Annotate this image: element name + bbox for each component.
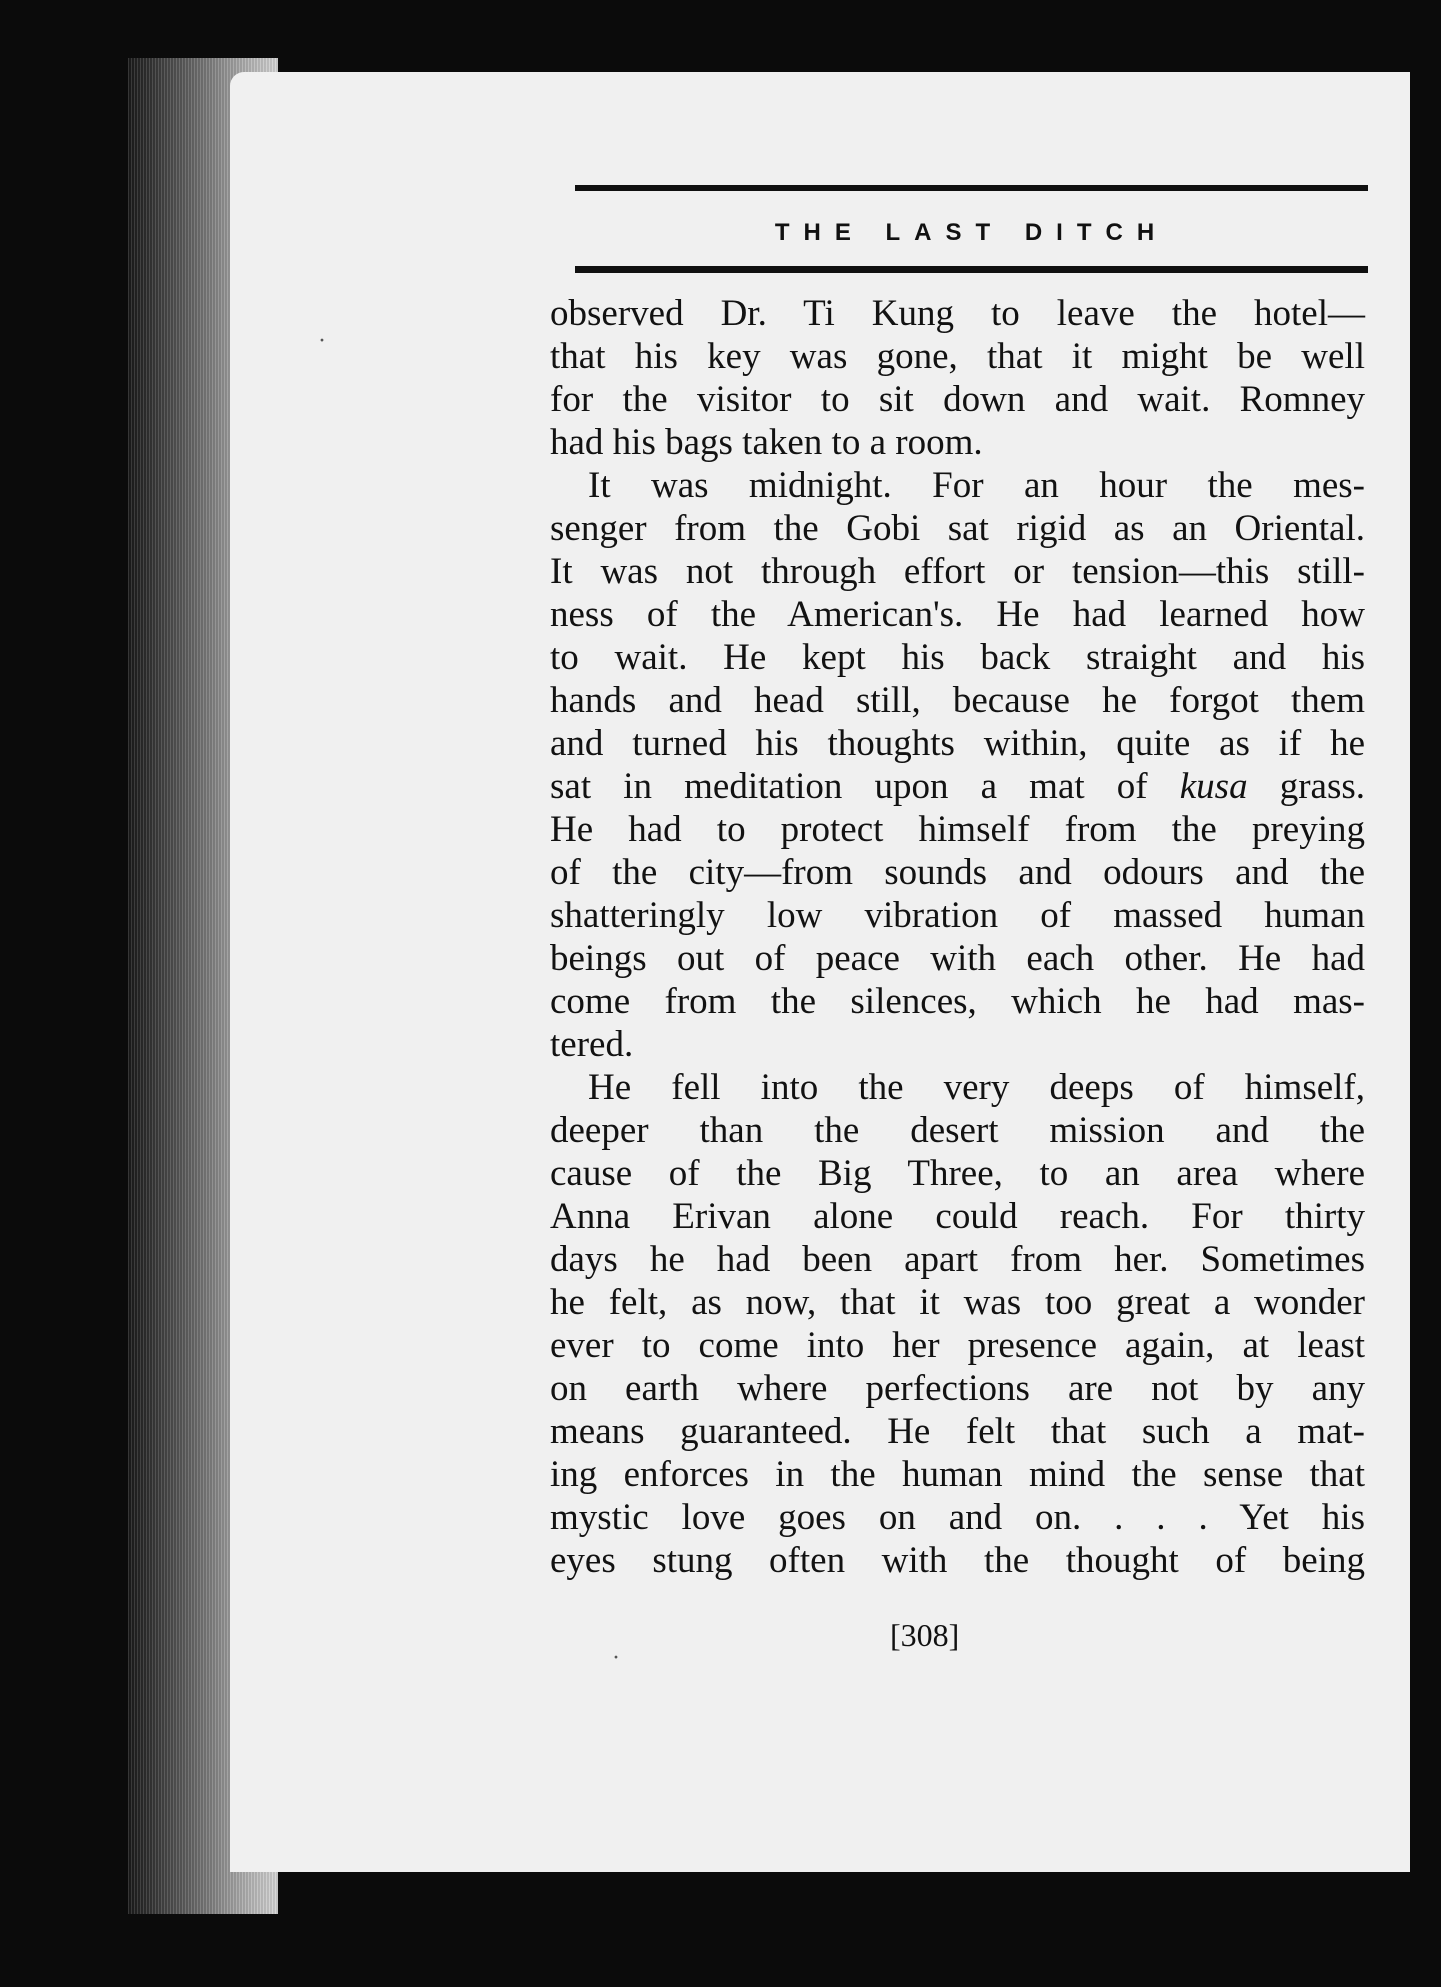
body-text xyxy=(550,292,1365,1582)
text-fragment: grass. xyxy=(1247,766,1365,807)
text-line: ing enforces in the human mind the sense that xyxy=(550,1454,1365,1495)
text-line: ness of the American's. He had learned how xyxy=(550,594,1365,635)
text-line-with-italic xyxy=(550,765,1365,808)
text-line: eyes stung often with the thought of being xyxy=(550,1540,1365,1581)
text-line: that his key was gone, that it might be well xyxy=(550,336,1365,377)
text-line: He fell into the very deeps of himself, xyxy=(588,1067,1365,1108)
text-line: cause of the Big Three, to an area where xyxy=(550,1153,1365,1194)
header-rule-bottom xyxy=(575,266,1368,273)
page-number: [308] xyxy=(890,1617,960,1653)
text-line: He had to protect himself from the preying xyxy=(550,809,1365,850)
text-line: beings out of peace with each other. He had xyxy=(550,938,1365,979)
header-rule-top xyxy=(575,185,1368,191)
text-line: had his bags taken to a room. xyxy=(550,422,983,463)
text-line: shatteringly low vibration of massed human xyxy=(550,895,1365,936)
text-line: come from the silences, which he had mas- xyxy=(550,981,1365,1022)
text-line: Anna Erivan alone could reach. For thirty xyxy=(550,1196,1365,1237)
text-fragment: sat in meditation upon a mat of xyxy=(550,766,1180,807)
italic-word: kusa xyxy=(1179,766,1248,807)
text-line: to wait. He kept his back straight and his xyxy=(550,637,1365,678)
text-line: mystic love goes on and on. . . . Yet his xyxy=(550,1497,1365,1538)
text-line: It was midnight. For an hour the mes- xyxy=(588,465,1365,506)
text-line: and turned his thoughts within, quite as if he xyxy=(550,723,1365,764)
text-line: hands and head still, because he forgot them xyxy=(550,680,1365,721)
speck-mark: · xyxy=(318,328,326,354)
text-line: on earth where perfections are not by any xyxy=(550,1368,1365,1409)
text-line: means guaranteed. He felt that such a mat- xyxy=(550,1411,1365,1452)
text-line: days he had been apart from her. Sometimes xyxy=(550,1239,1365,1280)
text-line: tered. xyxy=(550,1024,634,1065)
running-head: THE LAST DITCH xyxy=(774,219,1169,246)
text-line: ever to come into her presence again, at least xyxy=(550,1325,1365,1366)
text-line: he felt, as now, that it was too great a wonder xyxy=(550,1282,1365,1323)
speck-mark: · xyxy=(612,1645,620,1671)
text-line: of the city—from sounds and odours and the xyxy=(550,852,1365,893)
text-line: senger from the Gobi sat rigid as an Oriental. xyxy=(550,508,1365,549)
text-line: for the visitor to sit down and wait. Romney xyxy=(550,379,1365,420)
text-line: observed Dr. Ti Kung to leave the hotel— xyxy=(550,293,1365,334)
text-line: deeper than the desert mission and the xyxy=(550,1110,1365,1151)
text-line: It was not through effort or tension—this still- xyxy=(550,551,1365,592)
